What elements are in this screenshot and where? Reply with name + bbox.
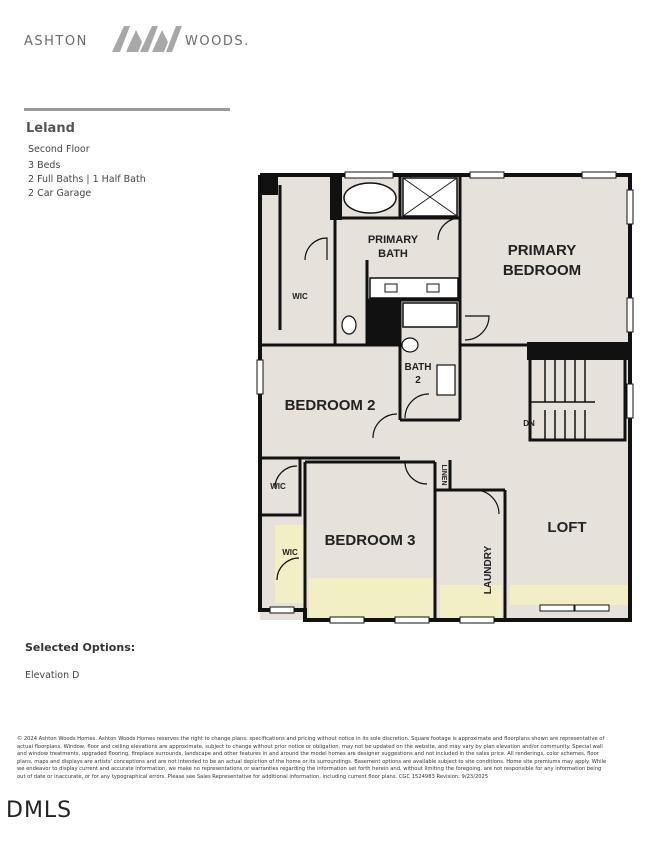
garage-spec: 2 Car Garage xyxy=(28,188,92,199)
brand-name-left: ASHTON xyxy=(24,34,88,49)
brand-header xyxy=(24,24,250,60)
laundry-label: LAUNDRY xyxy=(483,545,494,595)
bedroom2-label: BEDROOM 2 xyxy=(284,397,376,414)
bath2-label-2: 2 xyxy=(415,375,421,386)
ashton-woods-logo-icon xyxy=(112,24,182,54)
primary-bath-label-2: BATH xyxy=(378,248,408,260)
primary-bedroom-label-1: PRIMARY xyxy=(507,242,577,259)
beds-spec: 3 Beds xyxy=(28,160,61,171)
header-divider xyxy=(24,108,230,111)
brand-name-right: WOODS. xyxy=(185,34,250,49)
floor-plan xyxy=(255,170,635,625)
baths-spec: 2 Full Baths | 1 Half Bath xyxy=(28,174,146,185)
loft-option-area xyxy=(510,585,628,605)
bath2-sink-icon xyxy=(437,365,455,395)
selected-options-title: Selected Options: xyxy=(25,641,136,654)
wic-label-2: WIC xyxy=(270,482,286,491)
bedroom3-label: BEDROOM 3 xyxy=(324,532,416,549)
linen-label: LINEN xyxy=(440,464,447,486)
bedroom3-option-area xyxy=(309,578,433,618)
selected-option-value: Elevation D xyxy=(25,670,80,681)
toilet-icon xyxy=(342,316,356,334)
vanity-icon xyxy=(370,278,458,298)
wic-label-3: WIC xyxy=(282,548,298,557)
wic-label-1: WIC xyxy=(292,292,308,301)
bathtub-icon xyxy=(344,183,396,213)
wic3-option-area xyxy=(275,525,307,603)
primary-bath-label-1: PRIMARY xyxy=(367,234,419,246)
loft-label: LOFT xyxy=(547,519,587,536)
bath2-label-1: BATH xyxy=(404,362,432,373)
mls-logo: DMLS xyxy=(6,798,73,823)
primary-bedroom-label-2: BEDROOM xyxy=(502,262,582,279)
legal-disclaimer: © 2024 Ashton Woods Homes. Ashton Woods Homes reserves the right to change plans, specifications and pricing without notice in its sole discretion. Square footage is approximate and floorplans shown are representative of actual floorplans. Window, floor and ceiling elevations are approximate, subject to change without prior notice or obligation, may not be updated on the website, and may vary by plan elevation and/or community. Special wall and window treatments, upgraded flooring, fireplace surrounds, landscape and other features in and around the model homes are designer suggestions and not included in the sales price. All renderings, color schemes, floor plans, maps and displays are artists' conceptions and are not intended to be an actual depiction of the home or its surroundings. Basement options are available subject to site conditions. Home site premiums may apply. While we endeavor to display current and accurate information, we make no representations or warranties regarding the information set forth herein and, without limiting the foregoing, are not responsible for any information being out of date or inaccurate, or for any typographical errors. Please see Sales Representative for additional information, including current floor plans. CGC 1524983 Revision: 9/23/2025 xyxy=(17,736,607,780)
bath2-toilet-icon xyxy=(402,338,418,352)
plan-name: Leland xyxy=(26,121,75,136)
bath2-tub-icon xyxy=(403,303,457,327)
floor-label: Second Floor xyxy=(28,144,90,155)
stairs-down-label: DN xyxy=(523,419,535,428)
